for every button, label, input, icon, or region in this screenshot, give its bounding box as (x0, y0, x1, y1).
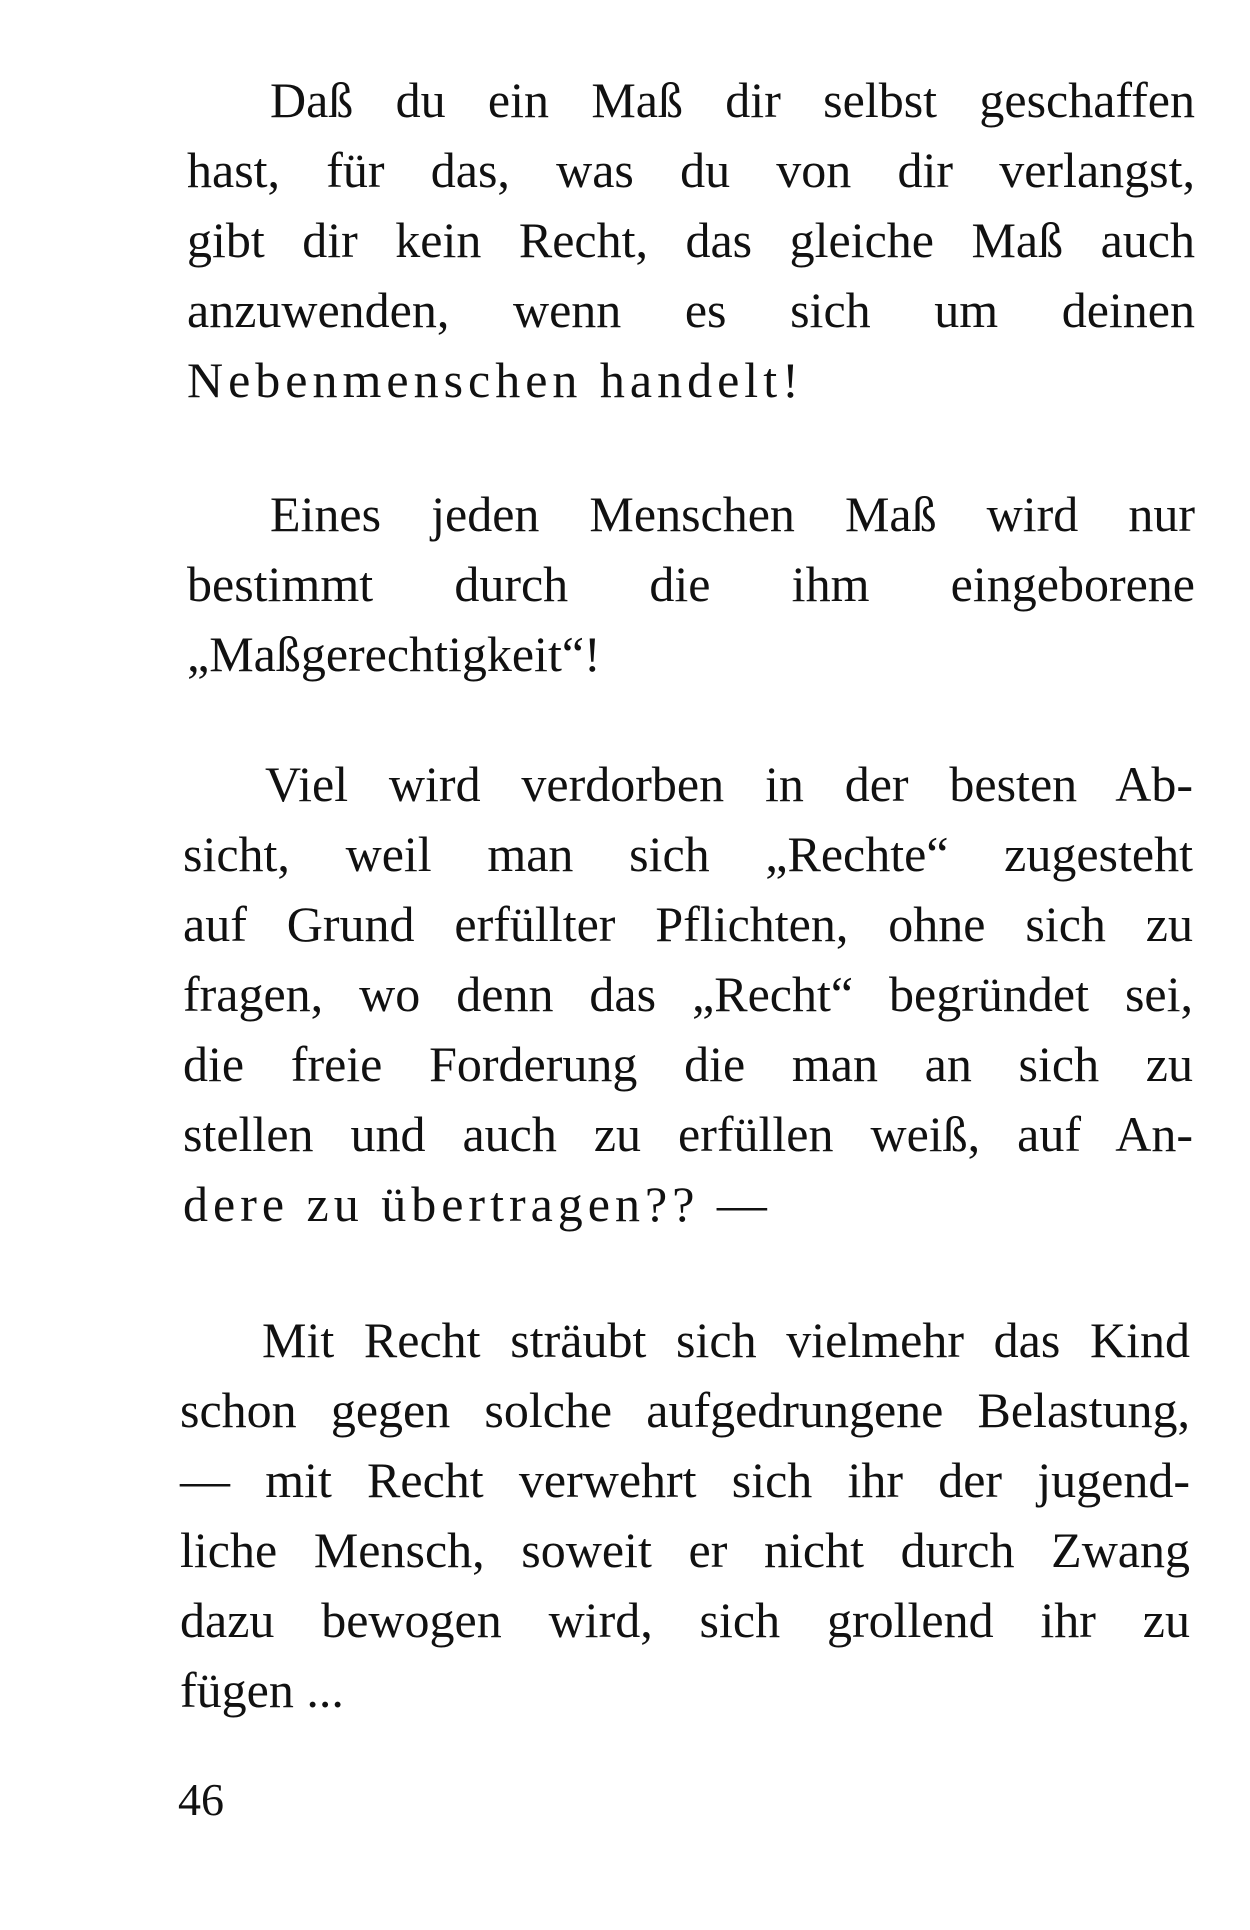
paragraph-1-line-5: Nebenmenschen handelt! (187, 352, 804, 408)
paragraph-4-line-4: liche Mensch, soweit er nicht durch Zwang (180, 1522, 1190, 1578)
paragraph-1-line-3: gibt dir kein Recht, das gleiche Maß auch (187, 212, 1195, 268)
paragraph-4-line-5: dazu bewogen wird, sich grollend ihr zu (180, 1592, 1190, 1648)
paragraph-1-line-1: Daß du ein Maß dir selbst geschaffen (270, 72, 1195, 128)
paragraph-3-line-3: auf Grund erfüllter Pflichten, ohne sich zu (183, 896, 1193, 952)
paragraph-4-line-2: schon gegen solche aufgedrungene Belastung, (180, 1382, 1190, 1438)
page-number: 46 (178, 1774, 224, 1825)
paragraph-2-line-3: „Maßgerechtigkeit“! (187, 626, 601, 682)
paragraph-3-line-1: Viel wird verdorben in der besten Ab- (265, 756, 1193, 812)
paragraph-3-line-2: sicht, weil man sich „Rechte“ zugesteht (183, 826, 1193, 882)
paragraph-2-line-1: Eines jeden Menschen Maß wird nur (270, 486, 1195, 542)
paragraph-4-line-6: fügen ... (180, 1662, 344, 1718)
paragraph-1-line-4: anzuwenden, wenn es sich um deinen (187, 282, 1195, 338)
paragraph-3-line-6: stellen und auch zu erfüllen weiß, auf An- (183, 1106, 1193, 1162)
paragraph-4-line-1: Mit Recht sträubt sich vielmehr das Kind (262, 1312, 1190, 1368)
paragraph-2-line-2: bestimmt durch die ihm eingeborene (187, 556, 1195, 612)
paragraph-3-line-4: fragen, wo denn das „Recht“ begründet sei, (183, 966, 1193, 1022)
paragraph-3-line-7: dere zu übertragen?? — (183, 1176, 772, 1232)
paragraph-4-line-3: — mit Recht verwehrt sich ihr der jugend- (180, 1452, 1190, 1508)
paragraph-1-line-2: hast, für das, was du von dir verlangst, (187, 142, 1195, 198)
paragraph-3-line-5: die freie Forderung die man an sich zu (183, 1036, 1193, 1092)
